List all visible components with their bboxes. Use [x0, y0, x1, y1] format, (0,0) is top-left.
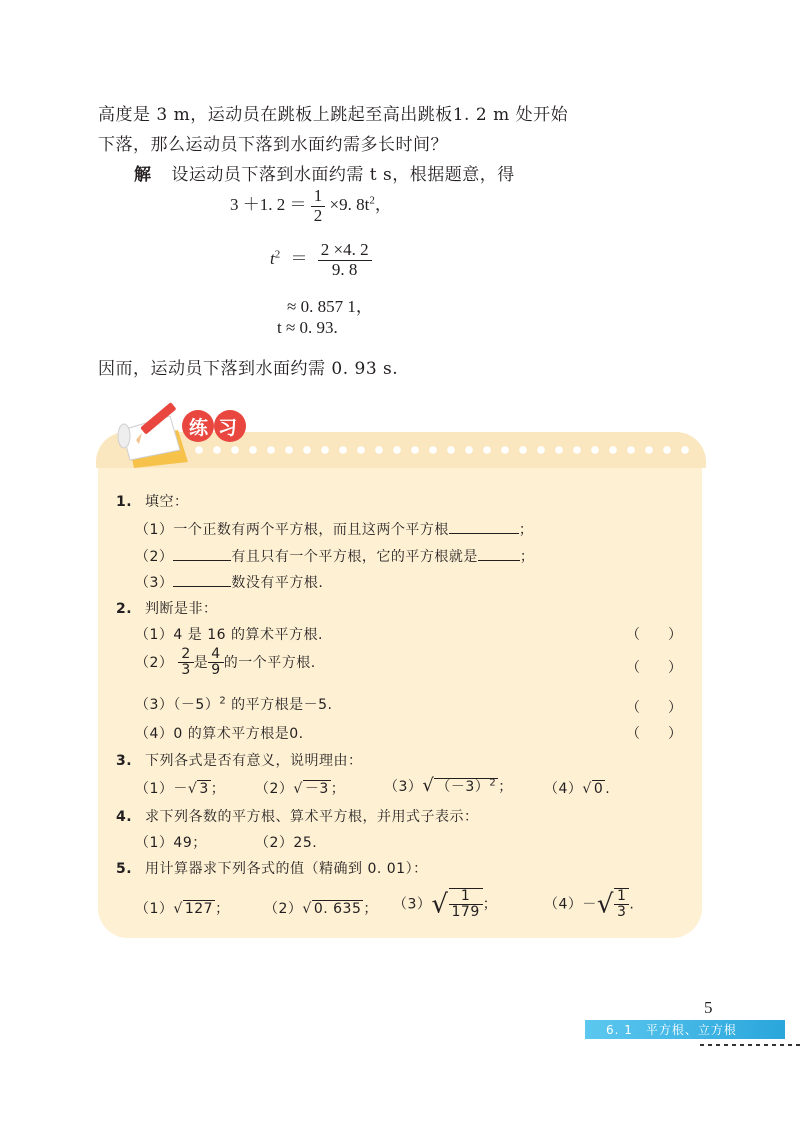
q5-item-1 [135, 898, 230, 918]
q4-item-2: （2）25. [255, 835, 318, 851]
q3-3-radicand: （－3） [436, 779, 490, 795]
q5-text: 用计算器求下列各式的值（精确到 0. 01）： [145, 861, 428, 877]
q2-2-den-1: 3 [181, 662, 191, 679]
q2-2-num-1: 2 [178, 647, 193, 663]
q5-2-sqrt: √ 0. 635 [302, 901, 362, 917]
eq2-exponent: 2 [274, 248, 281, 261]
q2-2-num-2: 4 [208, 647, 223, 663]
q3-2-sqrt: √ －3 [293, 781, 329, 797]
q4-item-1: （1）49； [135, 835, 207, 851]
q5-2-end: ； [363, 901, 378, 917]
q2-number: 2. [116, 601, 133, 617]
q2-3-exponent: 2 [219, 695, 227, 707]
q5-3-denominator: 179 [451, 904, 480, 921]
q2-item-4: （4）0 的算术平方根是0. [135, 726, 304, 742]
q2-item-3 [135, 694, 333, 714]
q2-item-2 [135, 647, 316, 679]
q5-3-end: ； [482, 896, 498, 913]
q2-2-den-2: 9 [211, 662, 221, 679]
q3-3-end: ； [498, 779, 513, 795]
section-title: 6. 1 平方根、立方根 [606, 1023, 737, 1037]
q3-item-1 [135, 778, 225, 798]
q3-1-end: ； [210, 781, 226, 797]
q5-item-3: （3）√ $\frac{1}{179}$ ； [393, 888, 498, 921]
q5-3-prefix: （3） [393, 896, 432, 913]
q5-4-end: . [629, 896, 635, 913]
q1-2-prefix: （2） [135, 549, 174, 565]
q5-1-radicand: 127 [184, 901, 214, 917]
q3-text: 下列各式是否有意义，说明理由： [145, 753, 363, 769]
eq1-left: 3 ＋1. 2 ＝ [230, 195, 307, 215]
question-5 [116, 858, 428, 878]
eq2-fraction [318, 241, 372, 279]
q2-3-text: 的平方根是－5. [226, 697, 333, 713]
q3-4-end: . [605, 781, 611, 797]
q5-3-numerator: 1 [449, 889, 483, 905]
intro-line-1: 高度是 3 m，运动员在跳板上跳起至高出跳板1. 2 m 处开始 [98, 105, 569, 125]
q3-3-exponent: 2 [489, 777, 497, 789]
q2-3-prefix: （3）（－5） [135, 697, 220, 713]
solution-label: 解 [134, 165, 152, 185]
q3-2-end: ； [330, 781, 346, 797]
eq1-numerator: 1 [311, 187, 326, 207]
solution-text: 设运动员下落到水面约需 t s，根据题意，得 [171, 165, 515, 185]
q1-2-blank-b[interactable] [478, 546, 520, 561]
q1-1-text: （1）一个正数有两个平方根，而且这两个平方根 [135, 522, 449, 538]
eq2-denominator: 9. 8 [331, 259, 358, 279]
q5-2-prefix: （2） [264, 901, 303, 917]
q1-item-1 [135, 519, 533, 539]
q1-2-blank-a[interactable] [173, 546, 231, 561]
conclusion-line: 因而，运动员下落到水面约需 0. 93 s. [98, 359, 399, 379]
equation-4: t ≈ 0. 93. [277, 318, 338, 337]
q3-1-sqrt: √ 3 [187, 781, 209, 797]
q3-1-prefix: （1）－ [135, 781, 188, 797]
q3-item-3 [384, 775, 513, 796]
q3-2-radicand: －3 [304, 781, 329, 797]
q2-item-1: （1）4 是 16 的算术平方根. [135, 627, 323, 643]
eq2-equals: ＝ [290, 249, 308, 269]
equation-2 [270, 241, 372, 279]
q3-4-radicand: 0 [593, 781, 604, 797]
q5-4-denominator: 3 [617, 904, 627, 921]
q1-3-prefix: （3） [135, 575, 174, 591]
q3-2-prefix: （2） [255, 781, 294, 797]
question-1 [116, 491, 189, 511]
q2-3-answer-box[interactable]: （ ） [626, 700, 682, 716]
q3-4-prefix: （4） [544, 781, 583, 797]
q5-2-radicand: 0. 635 [313, 901, 362, 917]
q5-4-numerator: 1 [614, 889, 629, 905]
eq1-right: ×9. 8t [329, 195, 370, 215]
q3-3-prefix: （3） [384, 779, 423, 795]
q5-3-fraction [449, 888, 483, 921]
q1-item-3 [135, 572, 323, 592]
eq2-var: t [270, 249, 275, 269]
eq1-fraction [311, 187, 326, 225]
q5-1-sqrt: √ 127 [173, 901, 214, 917]
decorative-dots [190, 443, 690, 457]
q1-item-2 [135, 546, 534, 566]
eq1-denominator: 2 [313, 205, 323, 225]
equation-1 [230, 187, 392, 225]
q2-2-is: 是 [193, 654, 209, 671]
q4-number: 4. [116, 809, 133, 825]
q5-1-end: ； [215, 901, 230, 917]
q5-number: 5. [116, 861, 133, 877]
page-number: 5 [704, 998, 713, 1017]
q2-2-prefix: （2） [135, 654, 174, 671]
eq1-exponent: 2 [369, 194, 375, 207]
exercise-title: 练习 [189, 417, 248, 439]
q5-4-fraction [614, 888, 629, 921]
q2-4-answer-box[interactable]: （ ） [626, 726, 682, 742]
question-3 [116, 750, 363, 770]
q2-2-fraction-2 [208, 647, 223, 679]
q4-text: 求下列各数的平方根、算术平方根，并用式子表示： [145, 809, 479, 825]
q2-2-fraction-1 [178, 647, 193, 679]
q3-4-sqrt: √ 0 [582, 781, 604, 797]
eq1-end: ， [374, 195, 392, 215]
eq2-numerator: 2 ×4. 2 [318, 241, 372, 261]
q1-3-blank[interactable] [173, 572, 231, 587]
question-4 [116, 806, 479, 826]
exercise-title-badge [181, 409, 247, 443]
q5-item-2 [264, 898, 378, 918]
q1-3-text: 数没有平方根. [231, 575, 324, 591]
q1-1-blank[interactable] [449, 519, 519, 534]
q5-4-prefix: （4）－ [544, 896, 597, 913]
q1-number: 1. [116, 494, 133, 510]
q3-item-2 [255, 778, 345, 798]
intro-line-2: 下落，那么运动员下落到水面约需多长时间？ [98, 135, 448, 155]
q3-item-4 [544, 778, 610, 798]
q1-1-end: ； [518, 522, 534, 538]
q1-2-text: 有且只有一个平方根，它的平方根就是 [231, 549, 478, 565]
q2-2-text: 的一个平方根. [223, 654, 316, 671]
question-2 [116, 598, 218, 618]
solution-line [134, 160, 515, 185]
q1-text: 填空： [145, 494, 189, 510]
q5-item-4: （4）－√ $\frac{1}{3}$ . [544, 888, 635, 921]
q3-1-radicand: 3 [199, 781, 209, 797]
q5-1-prefix: （1） [135, 901, 174, 917]
q2-2-answer-box[interactable]: （ ） [626, 660, 682, 676]
q2-1-answer-box[interactable]: （ ） [626, 627, 682, 643]
q1-2-end: ； [519, 549, 535, 565]
equation-3: ≈ 0. 857 1， [287, 297, 373, 316]
q3-3-sqrt: √ $(-3)^2$ [422, 775, 497, 796]
footer-dashes [700, 1044, 800, 1046]
q3-number: 3. [116, 753, 133, 769]
q2-text: 判断是非： [145, 601, 218, 617]
